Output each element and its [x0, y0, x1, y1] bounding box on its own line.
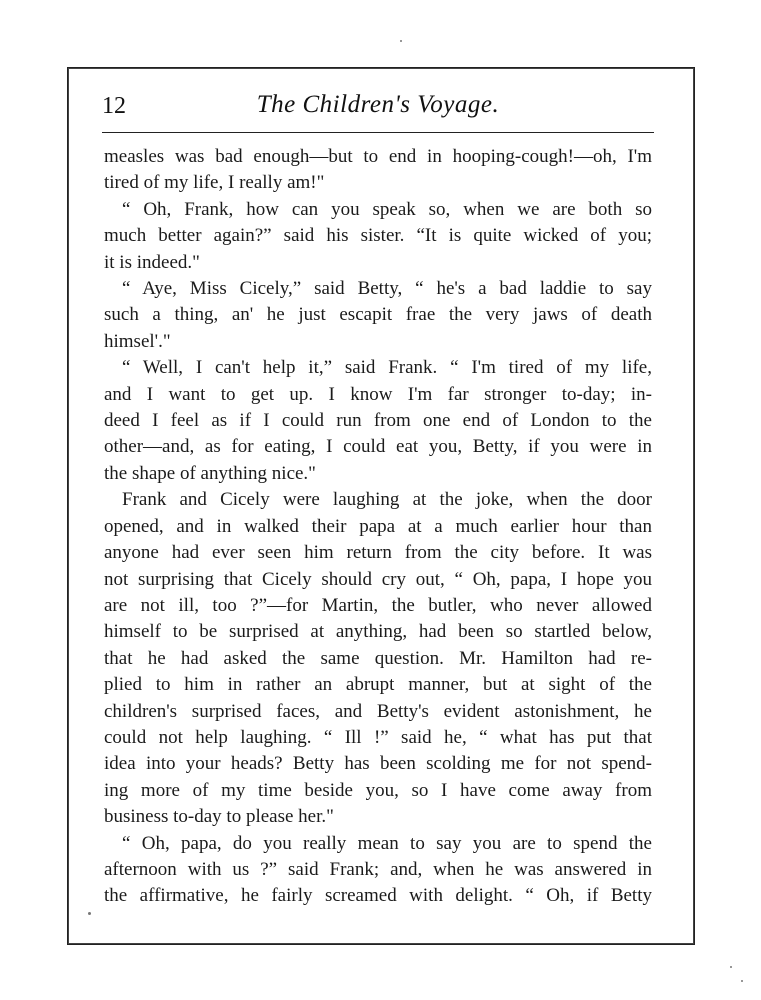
text-line: afternoon with us ?” said Frank; and, when he was answered in [104, 858, 652, 880]
ink-speck [400, 40, 402, 42]
ink-speck [730, 966, 732, 968]
text-line: business to-day to please her." [104, 806, 334, 828]
text-line: could not help laughing. “ Ill !” said he, “ what has put that [104, 726, 652, 748]
text-line: himsel'." [104, 330, 171, 352]
text-line: “ Oh, papa, do you really mean to say you are to spend the [122, 832, 652, 854]
text-line: plied to him in rather an abrupt manner, but at sight of the [104, 674, 652, 696]
running-title: The Children's Voyage. [256, 91, 500, 118]
ink-speck [88, 912, 91, 915]
page-number: 12 [102, 93, 126, 119]
text-line: and I want to get up. I know I'm far stronger to-day; in- [104, 383, 652, 405]
text-line: are not ill, too ?”—for Martin, the butler, who never allowed [104, 594, 652, 616]
text-line: idea into your heads? Betty has been scolding me for not spend- [104, 753, 652, 775]
text-line: “ Oh, Frank, how can you speak so, when we are both so [122, 198, 652, 220]
text-line: measles was bad enough—but to end in hooping-cough!—oh, I'm [104, 146, 652, 167]
body-text [104, 144, 652, 910]
text-line: much better again?” said his sister. “It is quite wicked of you; [104, 225, 652, 247]
ink-speck [741, 980, 743, 982]
text-line: such a thing, an' he just escapit frae the very jaws of death [104, 304, 652, 326]
text-line: Frank and Cicely were laughing at the joke, when the door [122, 489, 652, 511]
text-line: “ Well, I can't help it,” said Frank. “ I'm tired of my life, [122, 357, 652, 379]
text-line: deed I feel as if I could run from one end of London to the [104, 410, 652, 432]
text-line: it is indeed." [104, 251, 200, 273]
text-line: tired of my life, I really am!" [104, 172, 325, 194]
text-line: the shape of anything nice." [104, 462, 316, 484]
text-line: anyone had ever seen him return from the city before. It was [104, 542, 652, 564]
header-rule [102, 132, 654, 133]
text-line: himself to be surprised at anything, had been so startled below, [104, 621, 652, 643]
text-line: “ Aye, Miss Cicely,” said Betty, “ he's a bad laddie to say [122, 278, 652, 300]
text-line: children's surprised faces, and Betty's evident astonishment, he [104, 700, 652, 722]
text-line: the affirmative, he fairly screamed with delight. “ Oh, if Betty [104, 885, 652, 907]
page-header [102, 89, 654, 121]
text-line: that he had asked the same question. Mr. Hamilton had re- [104, 647, 652, 669]
text-line: opened, and in walked their papa at a much earlier hour than [104, 515, 652, 537]
text-line: other—and, as for eating, I could eat you, Betty, if you were in [104, 436, 652, 458]
text-line: ing more of my time beside you, so I have come away from [104, 779, 652, 801]
text-line: not surprising that Cicely should cry out, “ Oh, papa, I hope you [104, 568, 652, 590]
